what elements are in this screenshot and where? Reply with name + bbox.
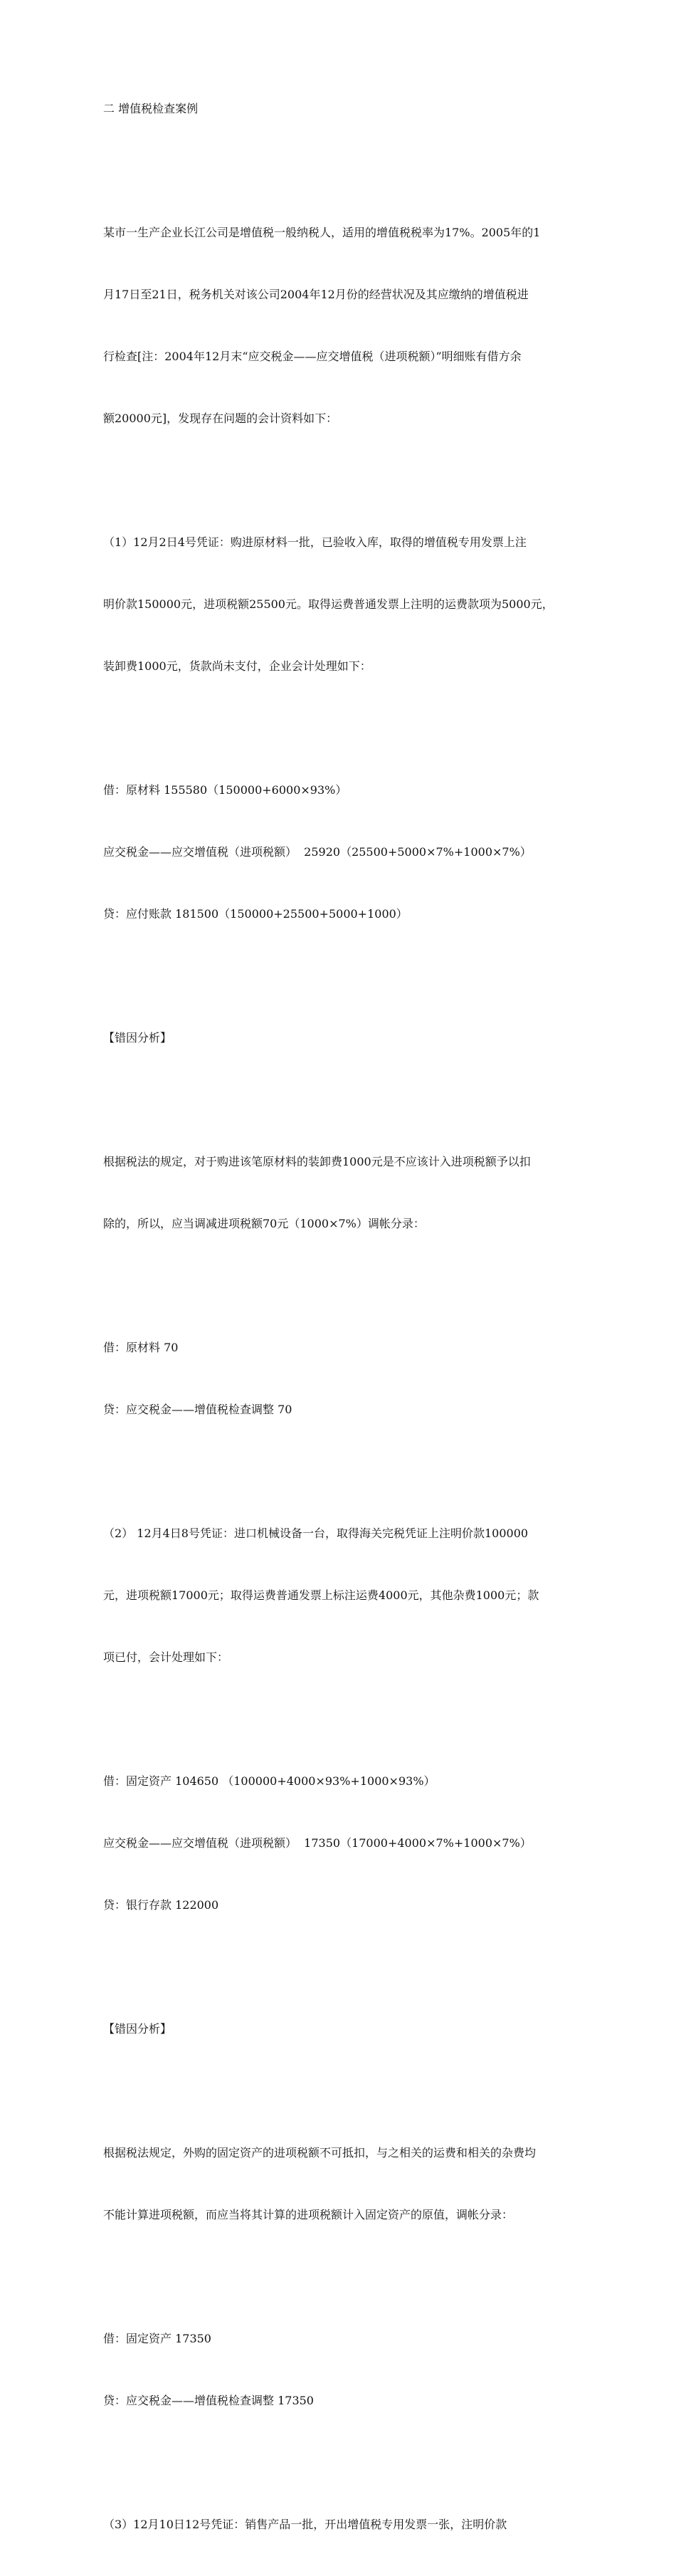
analysis-line: 不能计算进项税额，而应当将其计算的进项税额计入固定资产的原值，调帐分录： bbox=[103, 2208, 514, 2221]
intro-line: 月17日至21日，税务机关对该公司2004年12月份的经营状况及其应缴纳的增值税进 bbox=[103, 288, 529, 301]
item2-line: 项已付，会计处理如下： bbox=[103, 1650, 229, 1664]
item2-description bbox=[103, 1482, 627, 1709]
item1-line: 明价款150000元，进项税额25500元。取得运费普通发票上注明的运费款项为5000元， bbox=[103, 597, 554, 611]
item2-analysis-title bbox=[103, 1977, 627, 2080]
journal-entry: 贷：应付账款 181500（150000+25500+5000+1000） bbox=[103, 907, 408, 921]
intro-line: 额20000元]，发现存在问题的会计资料如下： bbox=[103, 412, 338, 425]
case-intro bbox=[103, 181, 627, 470]
item1-analysis bbox=[103, 1110, 627, 1275]
item1-journal-entries bbox=[103, 738, 627, 965]
item1-analysis-title bbox=[103, 986, 627, 1089]
item1-adjustments bbox=[103, 1296, 627, 1461]
journal-entry: 借：固定资产 104650 （100000+4000×93%+1000×93%） bbox=[103, 1774, 435, 1788]
analysis-title-text: 【错因分析】 bbox=[103, 1031, 172, 1044]
section-heading bbox=[103, 57, 627, 160]
item2-analysis bbox=[103, 2101, 627, 2266]
item2-line: （2） 12月4日8号凭证：进口机械设备一台，取得海关完税凭证上注明价款100000 bbox=[103, 1527, 529, 1540]
adjustment-entry: 借：固定资产 17350 bbox=[103, 2332, 211, 2345]
analysis-line: 除的，所以，应当调减进项税额70元（1000×7%）调帐分录： bbox=[103, 1217, 425, 1230]
intro-line: 行检查[注：2004年12月末“应交税金——应交增值税（进项税额）”明细账有借方余 bbox=[103, 350, 522, 363]
intro-line: 某市一生产企业长江公司是增值税一般纳税人，适用的增值税税率为17%。2005年的1 bbox=[103, 226, 541, 239]
item1-line: （1）12月2日4号凭证：购进原材料一批，已验收入库，取得的增值税专用发票上注 bbox=[103, 535, 527, 549]
item2-adjustments bbox=[103, 2287, 627, 2452]
journal-entry: 应交税金——应交增值税（进项税额） 17350（17000+4000×7%+1000×7%） bbox=[103, 1836, 532, 1850]
adjustment-entry: 借：原材料 70 bbox=[103, 1341, 179, 1354]
heading-text: 二 增值税检查案例 bbox=[103, 102, 199, 115]
analysis-title-text: 【错因分析】 bbox=[103, 2022, 172, 2036]
journal-entry: 贷：银行存款 122000 bbox=[103, 1898, 219, 1912]
journal-entry: 借：原材料 155580（150000+6000×93%） bbox=[103, 783, 347, 797]
journal-entry: 应交税金——应交增值税（进项税额） 25920（25500+5000×7%+1000×7%） bbox=[103, 845, 532, 859]
item1-description bbox=[103, 491, 627, 718]
item3-description bbox=[103, 2473, 627, 2576]
analysis-line: 根据税法的规定，对于购进该笔原材料的装卸费1000元是不应该计入进项税额予以扣 bbox=[103, 1155, 531, 1168]
item2-journal-entries bbox=[103, 1729, 627, 1957]
adjustment-entry: 贷：应交税金——增值税检查调整 70 bbox=[103, 1403, 292, 1416]
document-body bbox=[103, 57, 627, 2576]
analysis-line: 根据税法规定，外购的固定资产的进项税额不可抵扣，与之相关的运费和相关的杂费均 bbox=[103, 2146, 537, 2159]
item1-line: 装卸费1000元，货款尚未支付，企业会计处理如下： bbox=[103, 659, 371, 673]
adjustment-entry: 贷：应交税金——增值税检查调整 17350 bbox=[103, 2394, 314, 2407]
item2-line: 元，进项税额17000元；取得运费普通发票上标注运费4000元，其他杂费1000元；款 bbox=[103, 1588, 539, 1602]
item3-line: （3）12月10日12号凭证：销售产品一批，开出增值税专用发票一张，注明价款 bbox=[103, 2518, 507, 2531]
